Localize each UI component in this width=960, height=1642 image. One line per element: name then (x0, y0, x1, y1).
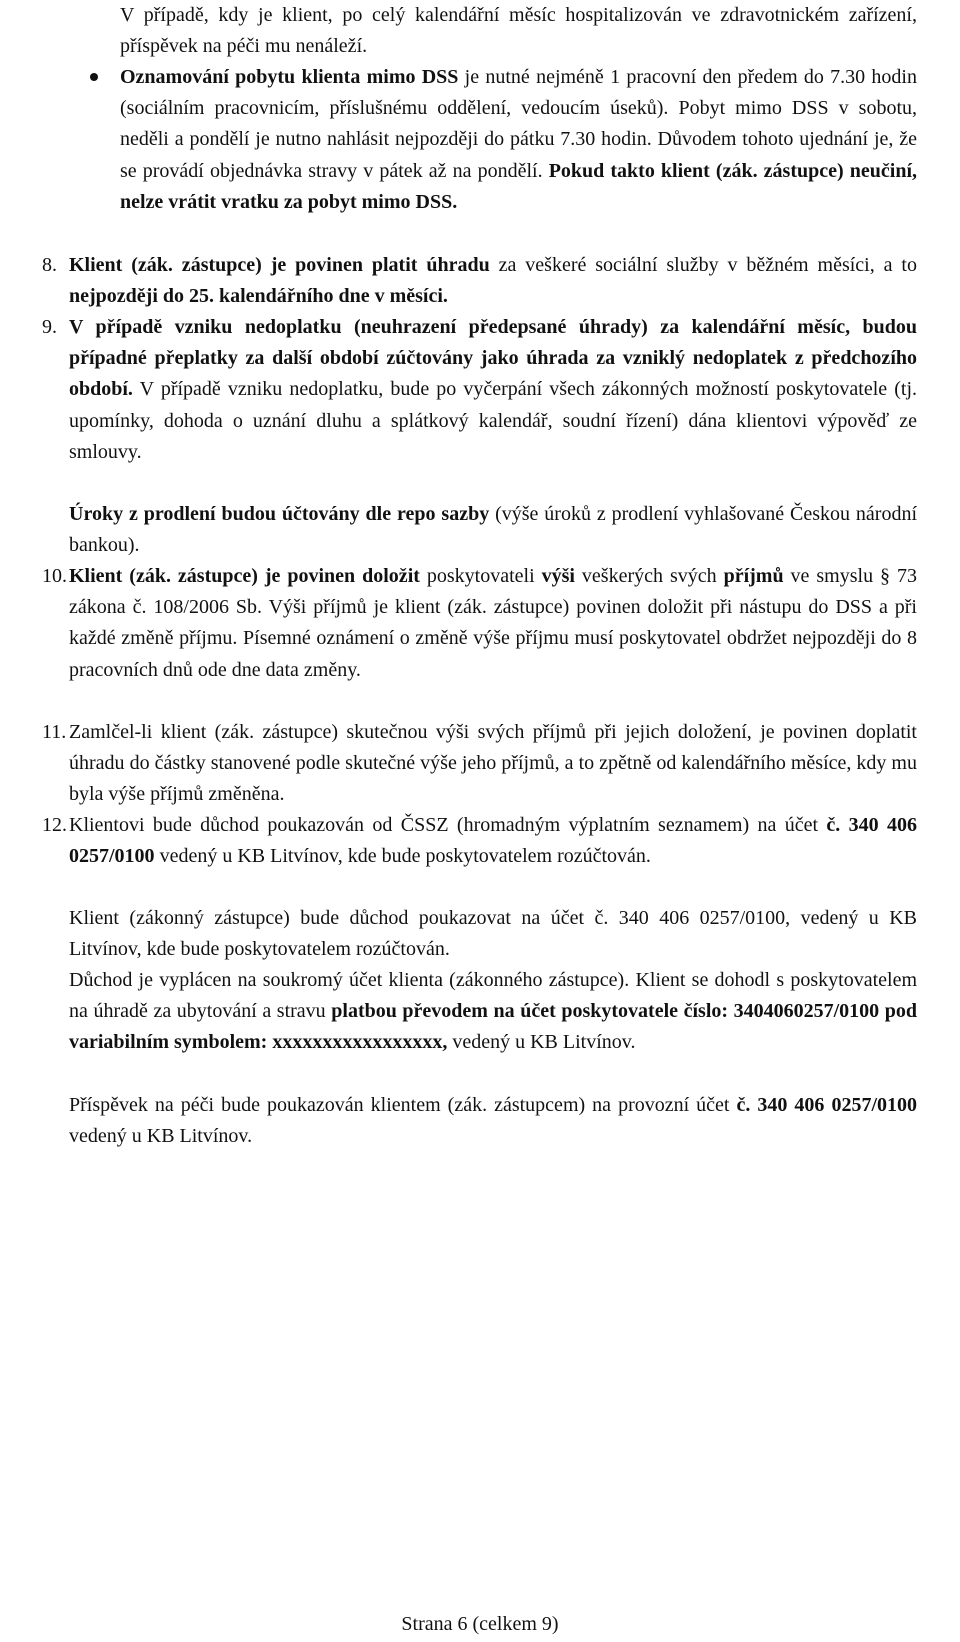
text-run: Klient (zákonný zástupce) bude důchod poukazovat na účet č. 340 406 0257/0100, vedený u KB Litvínov, kde bude poskytovatelem rozúčtován. (69, 907, 917, 961)
bold-text-run: č. 340 406 0257/0100 (736, 1094, 918, 1116)
item-10-paragraph (69, 561, 917, 686)
item-number: 9. (42, 316, 57, 338)
item-9-interest-paragraph (69, 499, 917, 561)
item-12-pension-paragraph (69, 965, 917, 1059)
item-number: 8. (42, 254, 57, 276)
bold-text-run: příjmů (723, 565, 784, 587)
item-number: 11. (42, 721, 67, 743)
item-12-client-paragraph (69, 903, 917, 965)
intro-paragraph (120, 0, 917, 62)
item-9-paragraph (69, 312, 917, 468)
bullet-icon (90, 73, 98, 81)
bold-text-run: Oznamování pobytu klienta mimo DSS (120, 66, 459, 88)
item-number: 10. (42, 565, 67, 587)
item-12-allowance-paragraph (69, 1090, 917, 1152)
bold-text-run: Klient (zák. zástupce) je povinen platit úhradu (69, 254, 490, 276)
text-run: Důchod je vyplácen na soukromý účet klienta (zákonného zástupce). Klient se dohodl s poskytovatelem na úhradě za ubytování a stravu (69, 969, 917, 1023)
text-run: V případě, kdy je klient, po celý kalendářní měsíc hospitalizován ve zdravotnickém zařízení, příspěvek na péči mu nenáleží. (120, 4, 917, 58)
item-number: 12. (42, 814, 67, 836)
text-run: vedený u KB Litvínov. (447, 1031, 636, 1054)
bullet-paragraph (120, 62, 917, 218)
bold-text-run: nejpozději do 25. kalendářního dne v měsíci. (69, 285, 448, 308)
text-run: Příspěvek na péči bude poukazován klientem (zák. zástupcem) na provozní účet (69, 1094, 737, 1116)
text-run: Zamlčel-li klient (zák. zástupce) skutečnou výši svých příjmů při jejich doložení, je povinen doplatit úhradu do částky stanovené podle skutečné výše jeho příjmů, a to zpětně od kalendářního měsíce, kdy mu byla výše příjmů změněna. (69, 721, 917, 806)
item-12-paragraph (69, 810, 917, 872)
bold-text-run: platbou převodem na účet poskytovatele číslo: 3404060257/0100 pod variabilním symbolem: xxxxxxxxxxxxxxxxx, (69, 1000, 917, 1054)
text-run: V případě vzniku nedoplatku, bude po vyčerpání všech zákonných možností poskytovatele (tj. upomínky, dohoda o uznání dluhu a splátkový kalendář, soudní řízení) dána klientovi výpověď ze smlouvy. (69, 378, 917, 463)
item-8-paragraph (69, 250, 917, 312)
text-run: Klientovi bude důchod poukazován od ČSSZ (hromadným výplatním seznamem) na účet (69, 814, 827, 836)
bold-text-run: č. 340 406 0257/0100 (69, 814, 917, 868)
text-run: poskytovateli (419, 565, 542, 587)
text-run: ve smyslu § 73 zákona č. 108/2006 Sb. Výši příjmů je klient (zák. zástupce) povinen doložit při nástupu do DSS a při každé změně příjmu. Písemné oznámení o změně výše příjmu musí poskytovatel obdržet nejpozději do 8 pracovních dnů ode dne data změny. (69, 565, 918, 681)
text-run: za veškeré sociální služby v běžném měsíci, a to (489, 254, 917, 276)
bold-text-run: Pokud takto klient (zák. zástupce) neučiní, nelze vrátit vratku za pobyt mimo DSS. (120, 159, 918, 213)
text-run: vedený u KB Litvínov. (69, 1125, 253, 1148)
page-footer: Strana 6 (celkem 9) (401, 1613, 559, 1635)
bold-text-run: výši (541, 565, 575, 587)
text-run: (výše úroků z prodlení vyhlašované Českou národní bankou). (69, 503, 918, 557)
bold-text-run: V případě vzniku nedoplatku (neuhrazení předepsané úhrady) za kalendářní měsíc, budou případné přeplatky za další období zúčtovány jako úhrada za vzniklý nedoplatek z předchozího období. (69, 316, 917, 401)
bold-text-run: Klient (zák. zástupce) je povinen doložit (69, 565, 420, 587)
bold-text-run: Úroky z prodlení budou účtovány dle repo sazby (69, 503, 490, 525)
text-run: je nutné nejméně 1 pracovní den předem do 7.30 hodin (sociálním pracovnicím, příslušnému oddělení, vedoucím úseků). Pobyt mimo DSS v sobotu, neděli a pondělí je nutno nahlásit nejpozději do pátku 7.30 hodin. Důvodem tohoto ujednání je, že se provádí objednávka stravy v pátek až na pondělí. (120, 66, 917, 182)
item-11-paragraph (69, 717, 917, 811)
text-run: veškerých svých (574, 565, 724, 587)
text-run: vedený u KB Litvínov, kde bude poskytovatelem rozúčtován. (154, 845, 651, 868)
